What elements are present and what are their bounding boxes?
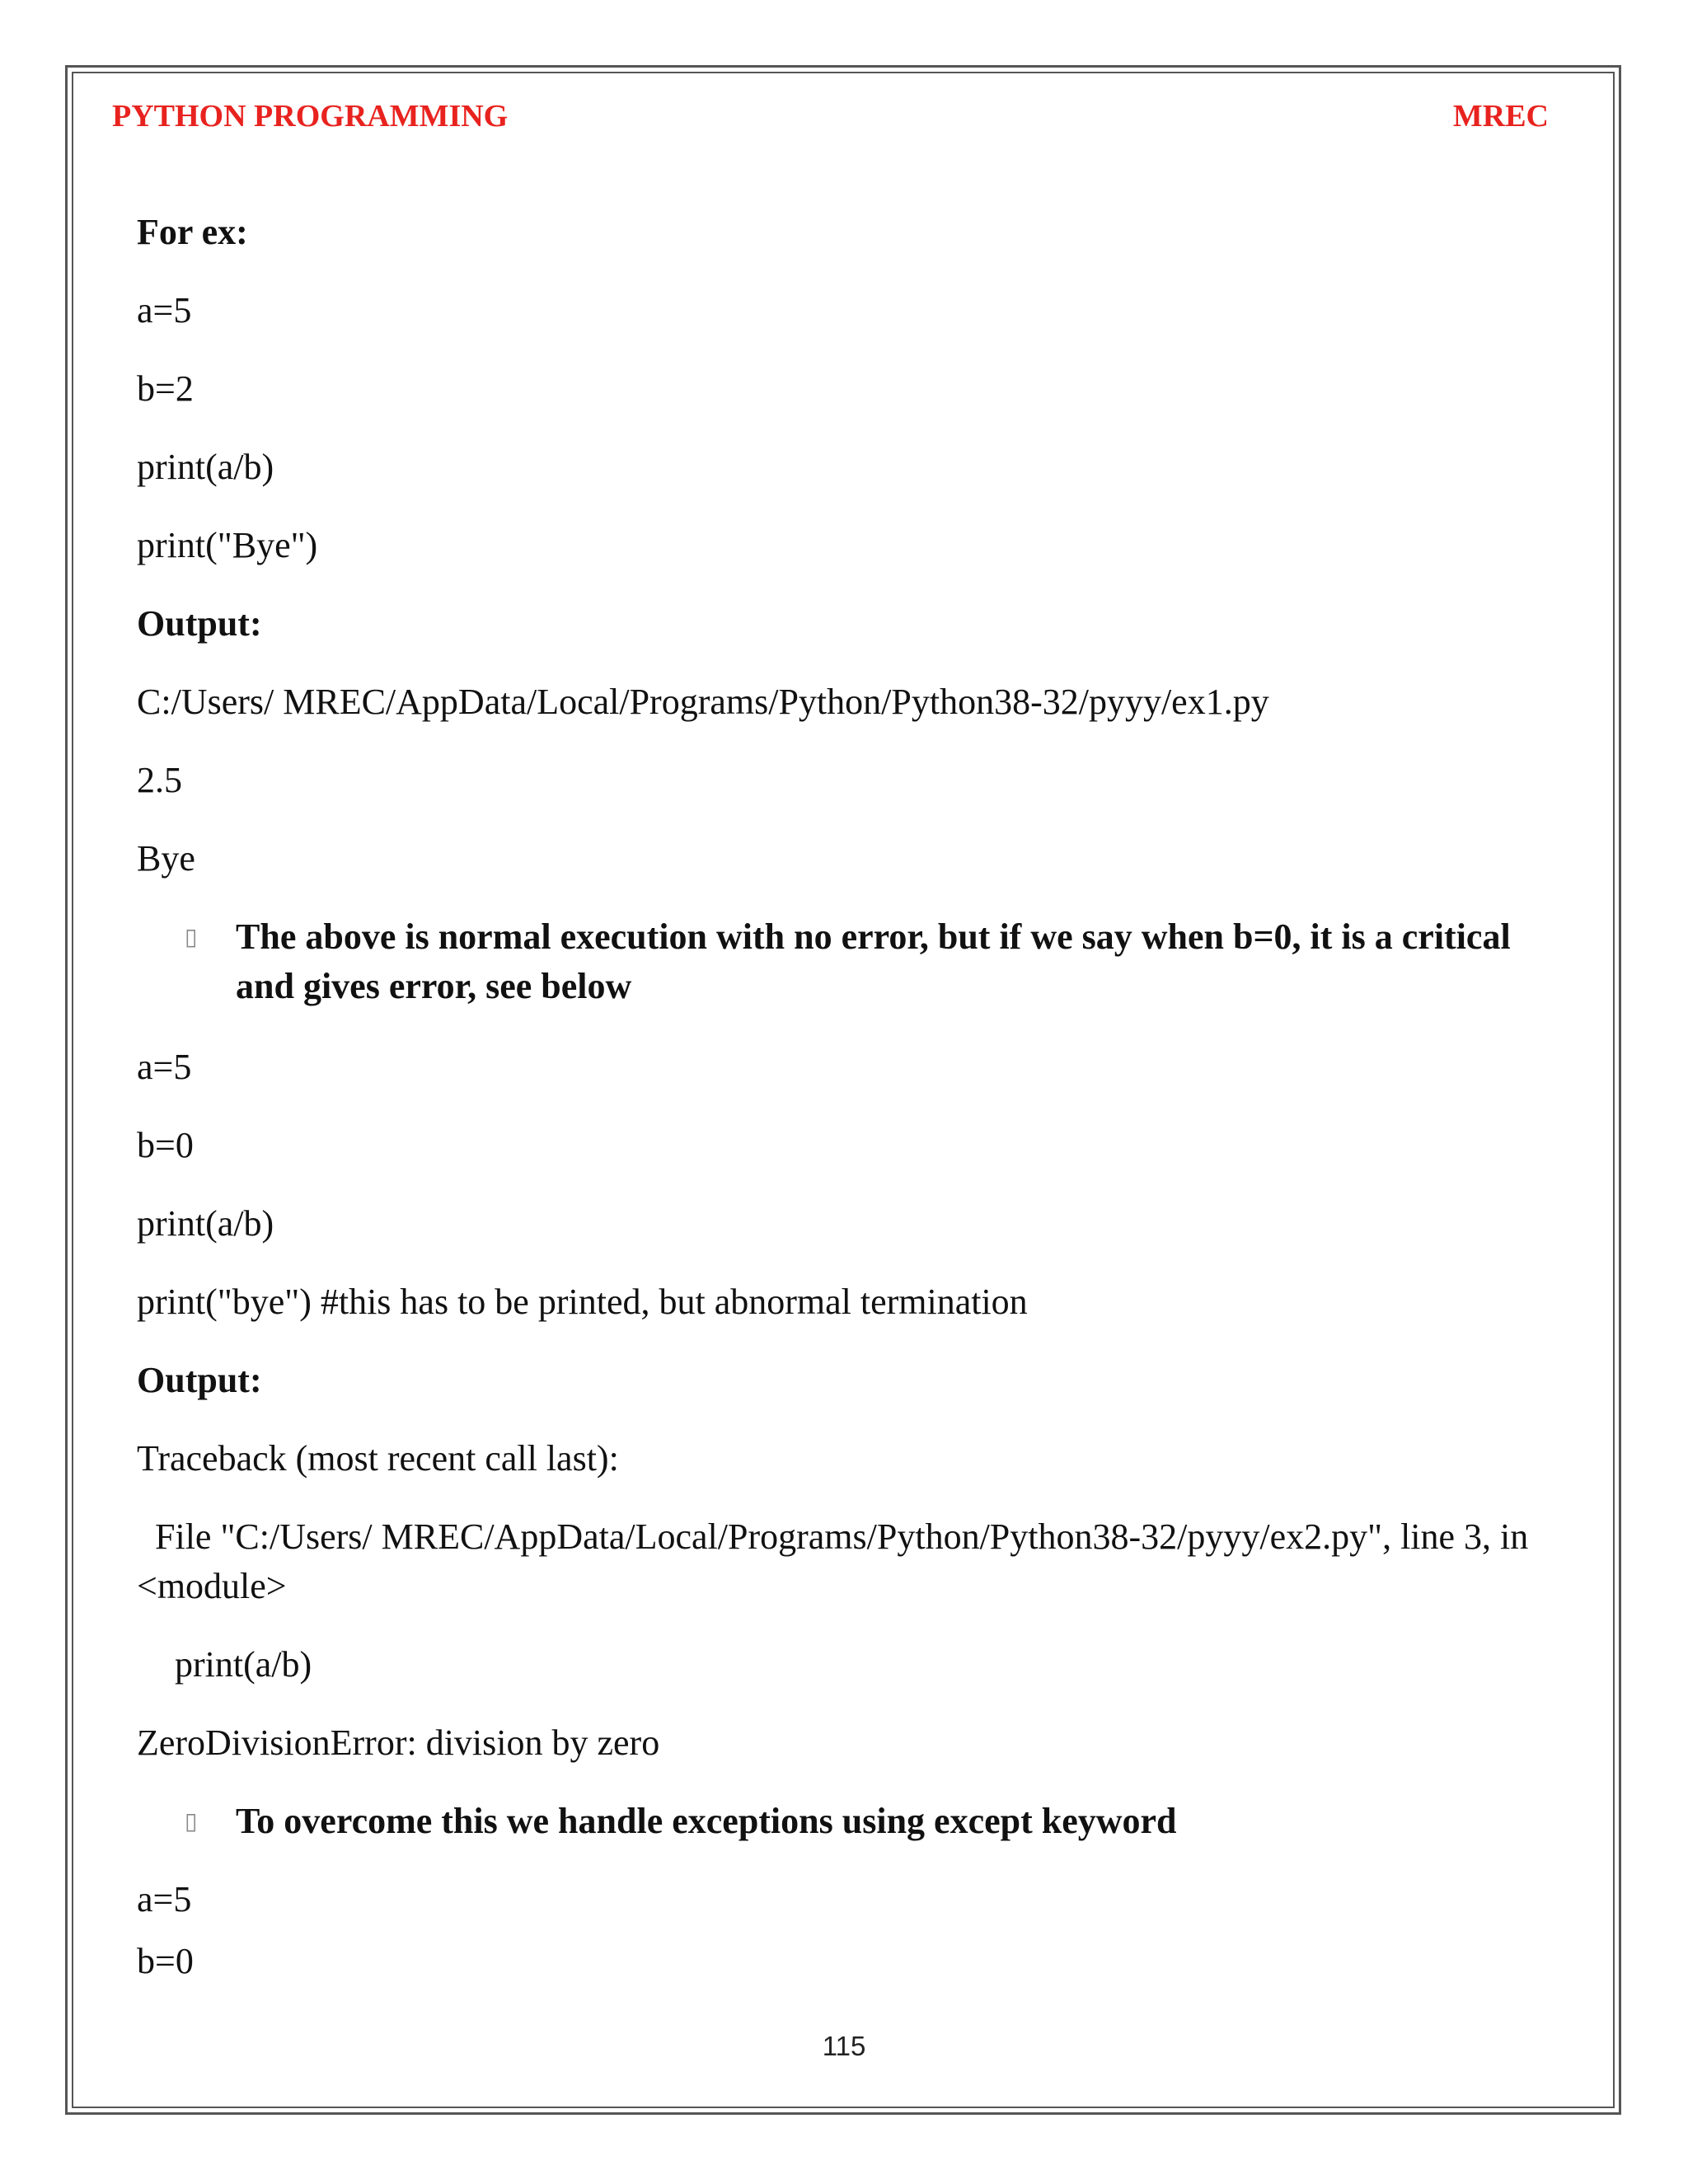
bullet-text: To overcome this we handle exceptions using except keyword: [236, 1801, 1177, 1841]
code-line: print("Bye"): [137, 525, 318, 565]
bullet-text: The above is normal execution with no error, but if we say when b=0, it is a critical and gives error, see below: [236, 916, 1511, 1006]
output-line: Bye: [137, 838, 195, 879]
code-line: b=0: [137, 1941, 194, 1981]
bullet-icon: ▯: [185, 923, 198, 950]
code-line: a=5: [137, 1879, 192, 1919]
output-label: Output:: [137, 603, 262, 644]
code-line: a=5: [137, 1047, 192, 1087]
code-line: a=5: [137, 290, 192, 330]
traceback-file: File "C:/Users/ MREC/AppData/Local/Programs/Python/Python38-32/pyyy/ex2.py", line 3, in <module>: [137, 1516, 1538, 1606]
header-institution: MREC: [1452, 99, 1549, 134]
code-line: b=2: [137, 368, 194, 409]
traceback-code: print(a/b): [175, 1644, 312, 1685]
code-line: print("bye") #this has to be printed, but abnormal termination: [137, 1282, 1028, 1322]
bullet-icon: ▯: [185, 1807, 198, 1835]
for-ex-label: For ex:: [137, 212, 248, 252]
traceback-title: Traceback (most recent call last):: [137, 1438, 619, 1479]
output-label: Output:: [137, 1360, 262, 1400]
code-line: print(a/b): [137, 1203, 274, 1244]
header-title: PYTHON PROGRAMMING: [112, 99, 509, 134]
code-line: print(a/b): [137, 447, 274, 487]
error-message: ZeroDivisionError: division by zero: [137, 1722, 660, 1763]
output-line: 2.5: [137, 760, 182, 800]
code-line: b=0: [137, 1125, 194, 1165]
output-line: C:/Users/ MREC/AppData/Local/Programs/Python/Python38-32/pyyy/ex1.py: [137, 682, 1269, 722]
page-number: 115: [822, 2031, 866, 2061]
